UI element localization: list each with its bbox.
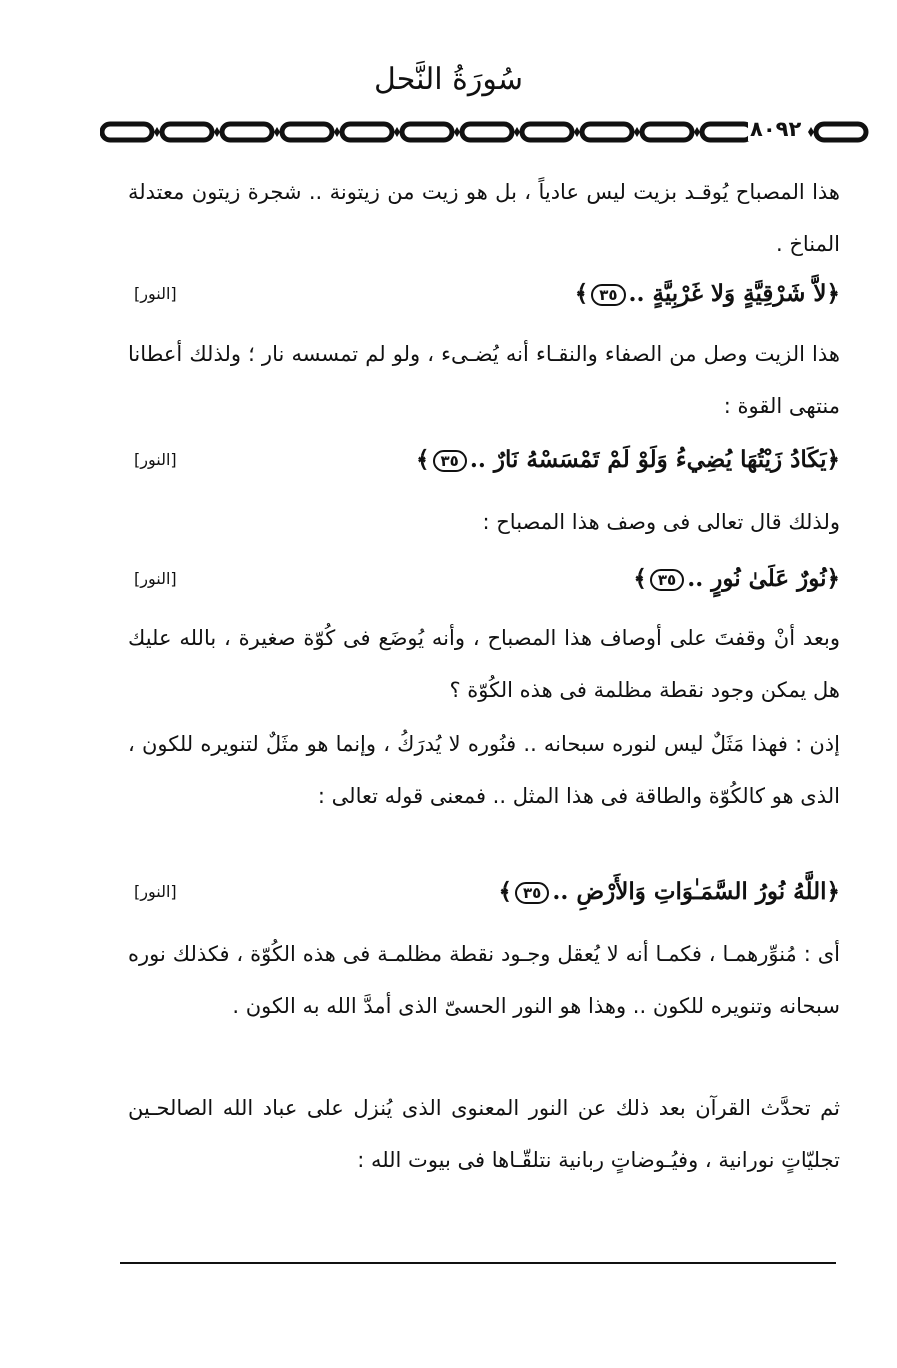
verse-close-bracket: ﴾ (574, 280, 589, 307)
verse-close-bracket: ﴾ (498, 878, 513, 905)
verse-text-1 (575, 270, 840, 318)
verse-number-badge: ٣٥ (650, 569, 684, 591)
paragraph-4: وبعد أنْ وقفتَ على أوصاف هذا المصباح ، وأنه يُوضَع فى كُوّة صغيرة ، بالله عليك هل يمكن وجود نقطة مظلمة فى هذه الكُوّة ؟ (128, 626, 840, 702)
verse-close-bracket: ﴾ (633, 565, 647, 592)
verse-close-bracket: ﴾ (416, 446, 430, 473)
paragraph-1: هذا المصباح يُوقـد بزيت ليس عادياً ، بل هو زيت من زيتونة .. شجرة زيتون معتدلة المناخ . (128, 180, 840, 256)
paragraph-7: ثم تحدَّث القرآن بعد ذلك عن النور المعنوى الذى يُنزل على عباد الله الصالحـين تجليّاتٍ نورانية ، وفيُـوضاتٍ ربانية نتلقّـاها فى بيوت الله : (128, 1096, 840, 1172)
verse-number-badge: ٣٥ (433, 450, 467, 472)
verse-row-1 (128, 270, 840, 320)
verse-row-4 (128, 868, 840, 918)
verse-text-3 (633, 555, 840, 603)
surah-reference: [النور] (134, 450, 177, 469)
page-number: ٨٠٩٢ (750, 117, 802, 141)
verse-content: اللَّهُ نُورُ السَّمَـٰوَاتِ وَالأَرْضِ .. (552, 878, 827, 905)
surah-title: سُورَةُ النَّحل (374, 62, 523, 97)
verse-content: نُورٌ عَلَىٰ نُورٍ .. (687, 565, 827, 592)
footer-rule (120, 1262, 836, 1264)
verse-row-2 (128, 436, 840, 486)
verse-text-2 (416, 436, 840, 484)
verse-row-3 (128, 555, 840, 605)
paragraph-5: إذن : فهذا مَثَلٌ ليس لنوره سبحانه .. فنُوره لا يُدرَكُ ، وإنما هو مثَلٌ لتنويره للكون ، الذى هو كالكُوّة والطاقة فى هذا المثل .. فمعنى قوله تعالى : (128, 732, 840, 808)
verse-open-bracket: ﴿ (826, 446, 840, 473)
surah-reference: [النور] (134, 569, 177, 588)
paragraph-3: ولذلك قال تعالى فى وصف هذا المصباح : (482, 510, 840, 534)
surah-reference: [النور] (134, 882, 177, 901)
verse-text-4 (499, 868, 840, 916)
verse-open-bracket: ﴿ (826, 565, 840, 592)
verse-content: لاَّ شَرْقِيَّةٍ وَلا غَرْبِيَّةٍ .. (628, 280, 827, 307)
verse-open-bracket: ﴿ (826, 280, 840, 307)
surah-reference: [النور] (134, 284, 177, 303)
verse-content: يَكَادُ زَيْتُهَا يُضِيءُ وَلَوْ لَمْ تَمْسَسْهُ نَارٌ .. (469, 446, 827, 473)
paragraph-6: أى : مُنوِّرهمـا ، فكمـا أنه لا يُعقل وجـود نقطة مظلمـة فى هذه الكُوّة ، فكذلك نوره سبحانه وتنويره للكون .. وهذا هو النور الحسىّ الذى أمدَّ الله به الكون . (128, 942, 840, 1018)
verse-number-badge: ٣٥ (515, 882, 549, 904)
verse-open-bracket: ﴿ (826, 878, 840, 905)
verse-number-badge: ٣٥ (591, 284, 625, 306)
paragraph-2: هذا الزيت وصل من الصفاء والنقـاء أنه يُضـىء ، ولو لم تمسسه نار ؛ ولذلك أعطانا منتهى القوة : (128, 342, 840, 418)
